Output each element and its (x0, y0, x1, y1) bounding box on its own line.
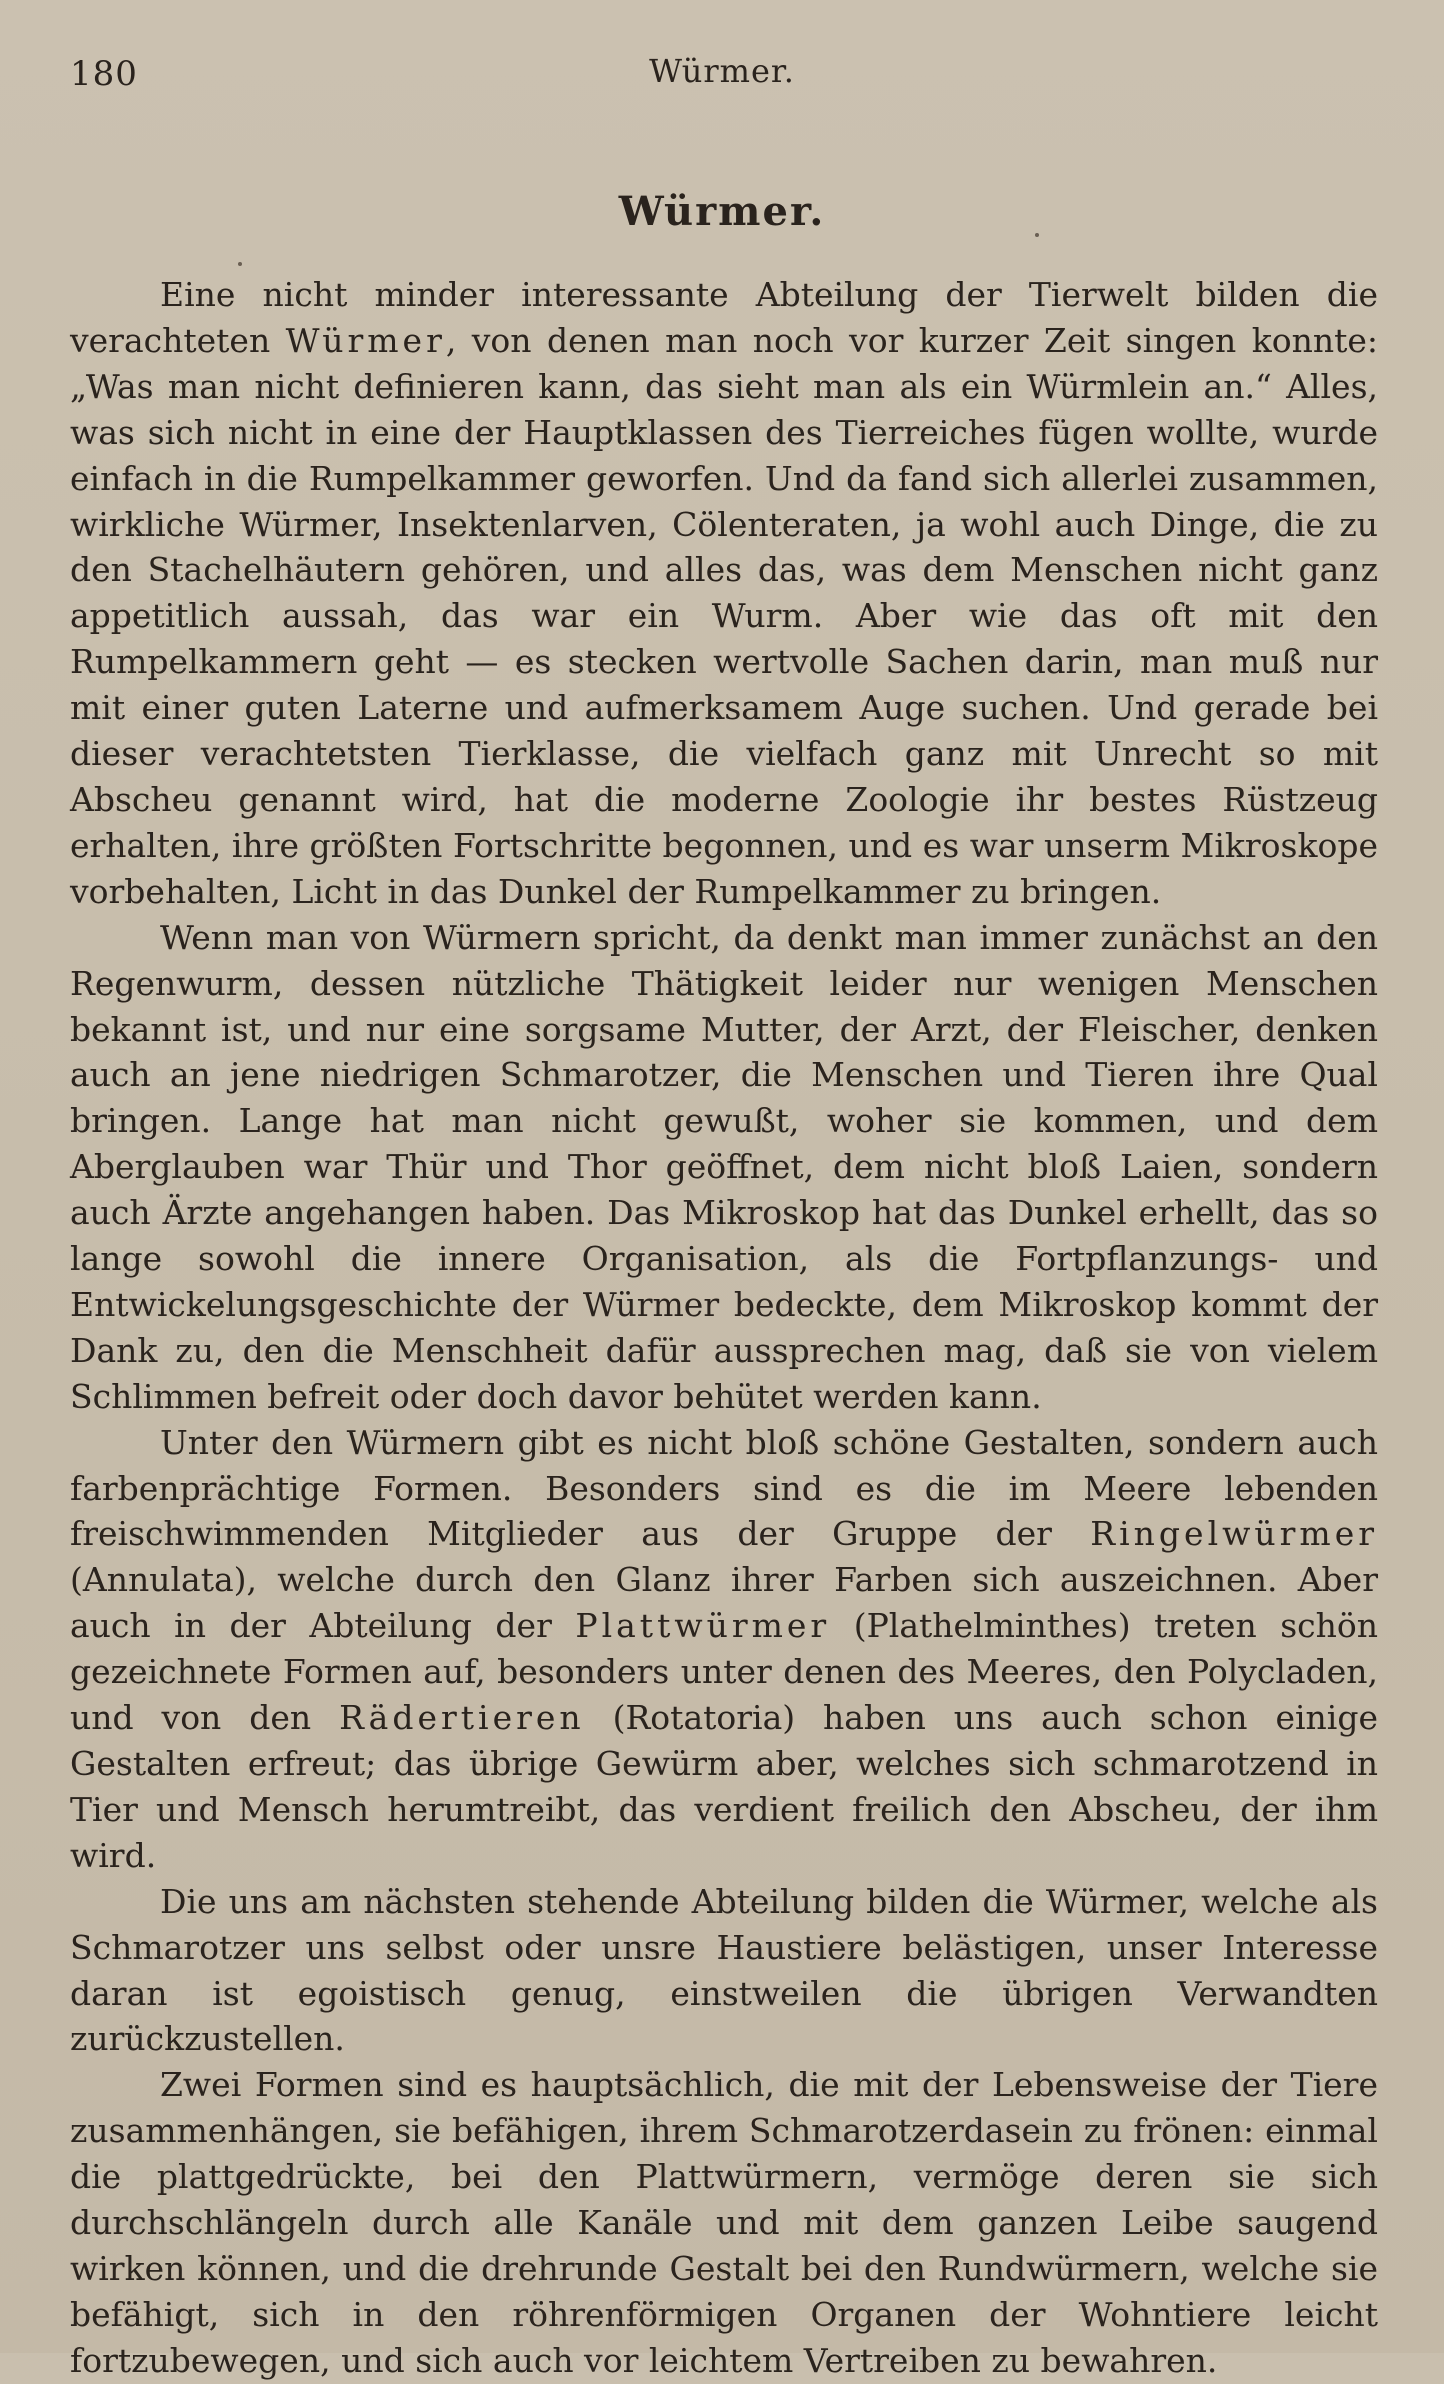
paragraph-3-text-a: Unter den Würmern gibt es nicht bloß schöne Gestalten, sondern auch farbenprächtige Formen. Besonders sind es die im Meere lebenden freischwimmenden Mitglieder aus der Gruppe der (70, 1422, 1378, 1554)
paragraph-1-text-c: , von denen man noch vor kurzer Zeit singen konnte: „Was man nicht definieren kann, das sieht man als ein Würmlein an.“ Alles, was sich nicht in eine der Hauptklassen des Tierreiches fügen wollte, wurde einfach in die Rumpelkammer geworfen. Und da fand sich allerlei zusammen, wirkliche Würmer, Insektenlarven, Cölenteraten, ja wohl auch Dinge, die zu den Stachelhäutern gehören, und alles das, was dem Menschen nicht ganz appetitlich aussah, das war ein Wurm. Aber wie das oft mit den Rumpelkammern geht — es stecken wertvolle Sachen darin, man muß nur mit einer guten Laterne und aufmerksamem Auge suchen. Und gerade bei dieser verachtetsten Tierklasse, die vielfach ganz mit Unrecht so mit Abscheu genannt wird, hat die moderne Zoologie ihr bestes Rüstzeug erhalten, ihre größten Fortschritte begonnen, und es war unserm Mikroskope vorbehalten, Licht in das Dunkel der Rumpelkammer zu bringen. (70, 320, 1378, 911)
paragraph-4: Die uns am nächsten stehende Abteilung bilden die Würmer, welche als Schmarotzer uns selbst oder unsre Haustiere belästigen, unser Interesse daran ist egoistisch genug, einstweilen die übrigen Verwandten zurückzustellen. (70, 1881, 1378, 2059)
paragraph-3 (70, 1420, 1378, 1879)
paragraph-2: Wenn man von Würmern spricht, da denkt man immer zunächst an den Regenwurm, dessen nützliche Thätigkeit leider nur wenigen Menschen bekannt ist, und nur eine sorgsame Mutter, der Arzt, der Fleischer, denken auch an jene niedrigen Schmarotzer, die Menschen und Tieren ihre Qual bringen. Lange hat man nicht gewußt, woher sie kommen, und dem Aberglauben war Thür und Thor geöffnet, dem nicht bloß Laien, sondern auch Ärzte angehangen haben. Das Mikroskop hat das Dunkel erhellt, das so lange sowohl die innere Organisation, als die Fortpflanzungs- und Entwickelungsgeschichte der Würmer bedeckte, dem Mikroskop kommt der Dank zu, den die Menschheit dafür aussprechen mag, daß sie von vielem Schlimmen befreit oder doch davor behütet werden kann. (70, 917, 1378, 1416)
paragraph-3-text-g: (Rotatoria) haben uns auch schon einige Gestalten erfreut; das übrige Gewürm aber, welches sich schmarotzend in Tier und Mensch herumtreibt, das verdient freilich den Abscheu, der ihm wird. (70, 1698, 1378, 1875)
paragraph-3-text-e: (Plathelminthes) treten schön gezeichnete Formen auf, besonders unter denen des Meeres, den Polycladen, und von den (70, 1606, 1378, 1738)
page-number: 180 (70, 54, 138, 94)
print-speck (1035, 233, 1039, 237)
running-title: Würmer. (649, 52, 795, 90)
paragraph-1 (70, 272, 1378, 915)
print-speck (238, 262, 242, 266)
emphasis-plattwuermer: Plattwürmer (575, 1606, 831, 1646)
paragraph-1-text-a: Eine nicht minder interessante Abteilung der Tierwelt bilden die verachteten (70, 275, 1378, 360)
chapter-title: Würmer. (618, 188, 826, 235)
emphasis-raedertiere: Rädertieren (339, 1698, 585, 1738)
emphasis-ringelwuermer: Ringelwürmer (1090, 1514, 1378, 1554)
paragraph-3-text-c: (Annulata), welche durch den Glanz ihrer Farben sich auszeichnen. Aber auch in der Abteilung der (70, 1560, 1378, 1646)
running-head (70, 50, 1374, 100)
body-text (70, 272, 1378, 2384)
paragraph-5: Zwei Formen sind es hauptsächlich, die mit der Lebensweise der Tiere zusammenhängen, sie befähigen, ihrem Schmarotzerdasein zu frönen: einmal die plattgedrückte, bei den Plattwürmern, vermöge deren sie sich durchschlängeln durch alle Kanäle und mit dem ganzen Leibe saugend wirken können, und die drehrunde Gestalt bei den Rundwürmern, welche sie befähigt, sich in den röhrenförmigen Organen der Wohntiere leicht fortzubewegen, und sich auch vor leichtem Vertreiben zu bewahren. (70, 2065, 1378, 2380)
emphasis-wuermer: Würmer (285, 320, 446, 360)
